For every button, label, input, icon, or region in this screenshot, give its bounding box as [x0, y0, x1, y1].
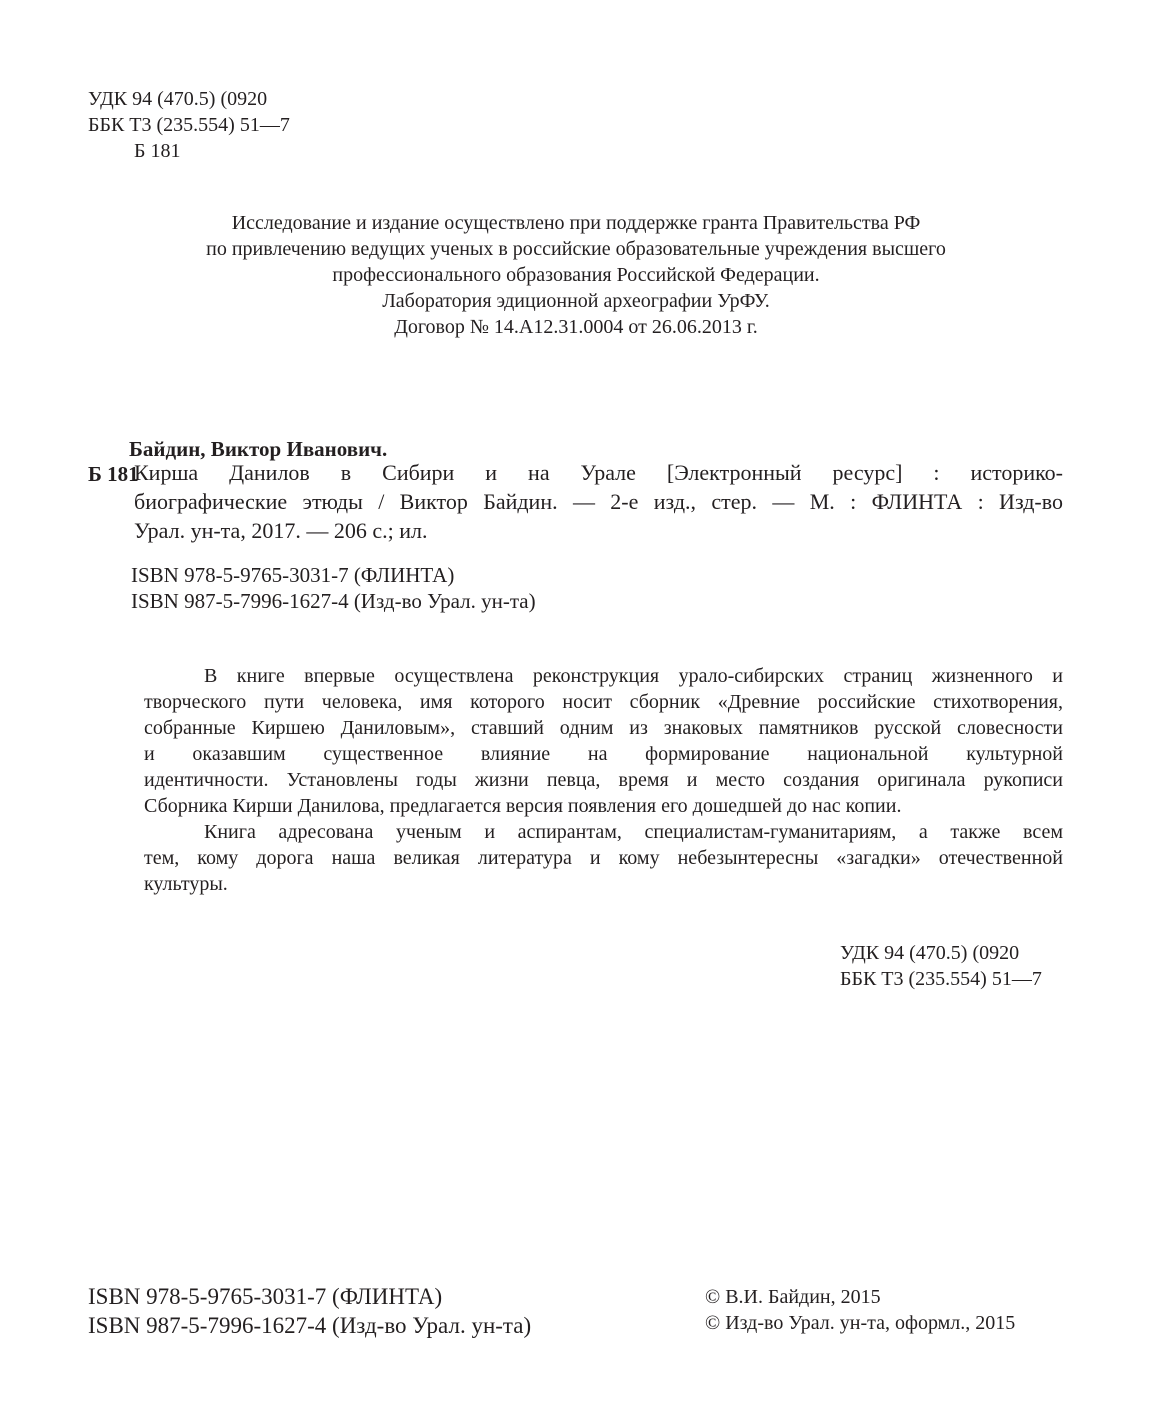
annotation-line: тем, кому дорога наша великая литература и кому небезынтересны «загадки» отечественной: [144, 847, 1063, 869]
annotation-line: Сборника Кирши Данилова, предлагается версия появления его дошедшей до нас копии.: [144, 795, 902, 817]
annotation-line: Книга адресована ученым и аспирантам, специалистам-гуманитариям, а также всем: [204, 821, 1063, 843]
annotation-line: собранные Киршею Даниловым», ставший одним из знаковых памятников русской словесности: [144, 717, 1063, 739]
grant-note: [76, 210, 1076, 340]
annotation-line: и оказавшим существенное влияние на формирование национальной культурной: [144, 743, 1063, 765]
grant-note-line: Лаборатория эдиционной археографии УрФУ.: [382, 290, 770, 312]
grant-note-line: по привлечению ведущих ученых в российские образовательные учреждения высшего: [206, 238, 946, 260]
catalog-isbn-ural: ISBN 987-5-7996-1627-4 (Изд-во Урал. ун-та): [131, 589, 536, 613]
grant-note-line: Исследование и издание осуществлено при поддержке гранта Правительства РФ: [231, 212, 921, 234]
footer-isbn-list: [88, 1282, 531, 1340]
footer-copyright: [705, 1284, 1015, 1336]
catalog-description-line: Урал. ун-та, 2017. — 206 с.; ил.: [134, 518, 428, 543]
annotation-line: культуры.: [144, 873, 228, 895]
footer-isbn-flinta: ISBN 978-5-9765-3031-7 (ФЛИНТА): [88, 1284, 443, 1309]
annotation-line: творческого пути человека, имя которого носит сборник «Древние российские стихотворения,: [144, 691, 1063, 713]
annotation-line: В книге впервые осуществлена реконструкция урало-сибирских страниц жизненного и: [204, 665, 1063, 687]
classification-right: [840, 940, 1042, 992]
catalog-isbn-flinta: ISBN 978-5-9765-3031-7 (ФЛИНТА): [131, 563, 455, 587]
copyright-author: © В.И. Байдин, 2015: [705, 1286, 881, 1308]
footer-isbn-ural: ISBN 987-5-7996-1627-4 (Изд-во Урал. ун-та): [88, 1313, 532, 1338]
header-udk: УДК 94 (470.5) (0920: [88, 88, 268, 110]
classification-bbk: ББК Т3 (235.554) 51—7: [840, 968, 1042, 990]
catalog-isbn-list: [131, 562, 536, 614]
annotation: [144, 663, 1063, 897]
header-bbk: ББК Т3 (235.554) 51—7: [88, 114, 290, 136]
header-author-mark: Б 181: [134, 140, 181, 162]
catalog-description-line: биографические этюды / Виктор Байдин. — 2-е изд., стер. — М. : ФЛИНТА : Изд-во: [134, 489, 1063, 514]
copyright-publisher: © Изд-во Урал. ун-та, оформл., 2015: [705, 1312, 1016, 1334]
catalog-description: [134, 458, 1063, 545]
grant-note-line: Договор № 14.А12.31.0004 от 26.06.2013 г.: [394, 316, 758, 338]
catalog-description-line: Кирша Данилов в Сибири и на Урале [Электронный ресурс] : историко-: [134, 460, 1063, 485]
catalog-author-heading: Байдин, Виктор Иванович.: [129, 437, 388, 461]
catalog-author-mark: Б 181: [88, 462, 139, 486]
classification-udk: УДК 94 (470.5) (0920: [840, 942, 1020, 964]
header-codes: [88, 86, 290, 164]
grant-note-line: профессионального образования Российской Федерации.: [332, 264, 820, 286]
annotation-line: идентичности. Установлены годы жизни певца, время и место создания оригинала рукописи: [144, 769, 1063, 791]
